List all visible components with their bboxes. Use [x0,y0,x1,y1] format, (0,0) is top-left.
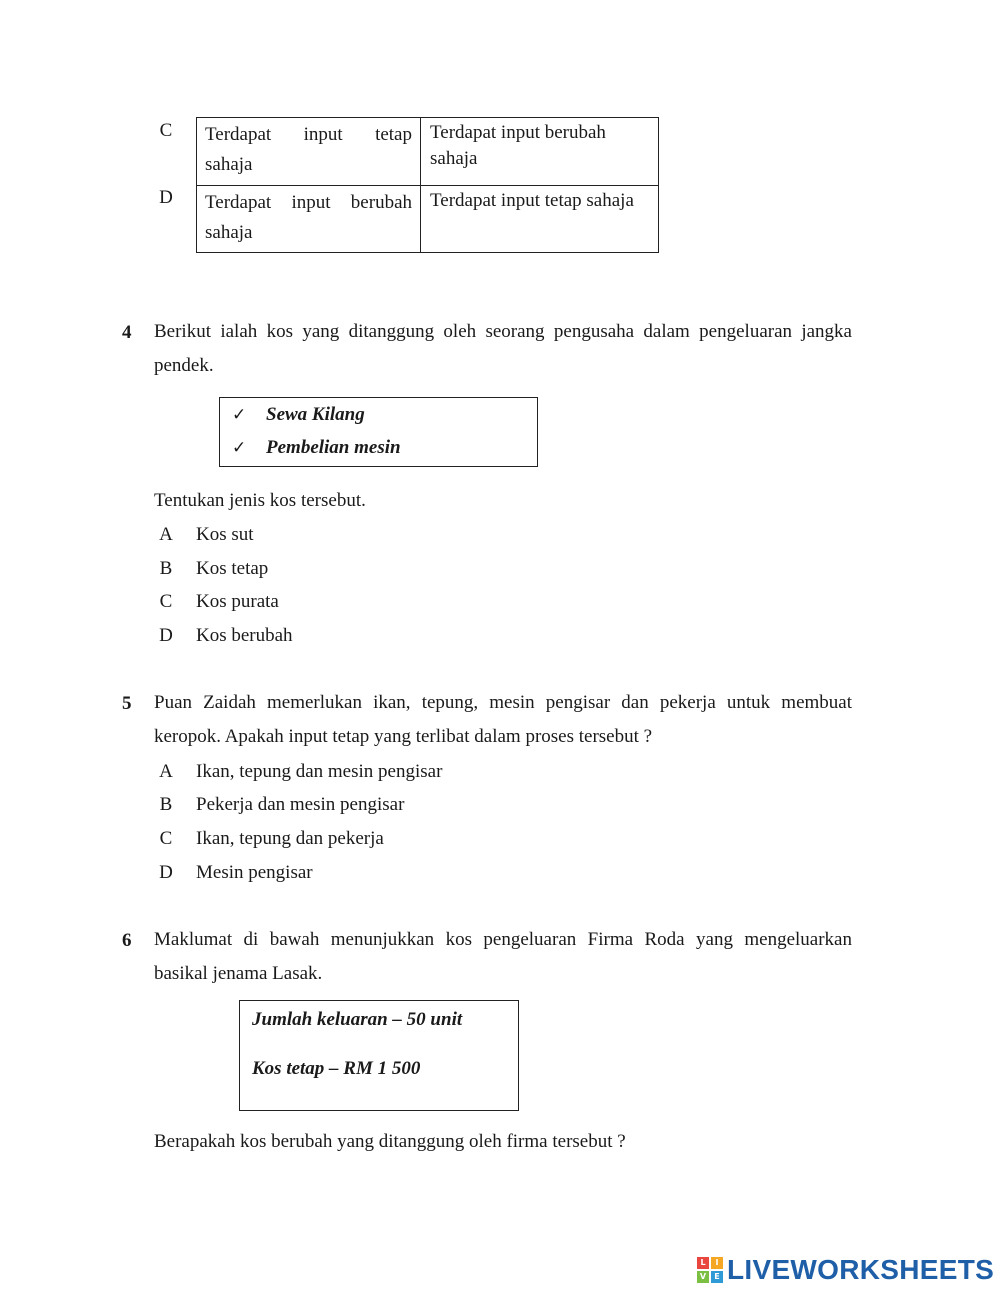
q6-prompt: Berapakah kos berubah yang ditanggung oleh firma tersebut ? [154,1131,626,1152]
q3-row-d-left-line2: sahaja [205,222,253,243]
q6-number: 6 [122,930,132,951]
logo-text: LIVEWORKSHEETS [727,1254,995,1285]
q4-option-a-text: Kos sut [196,524,254,545]
q6-text-line1: Maklumat di bawah menunjukkan kos pengeluaran Firma Roda yang mengeluarkan [154,929,852,950]
q4-option-d-letter: D [159,625,173,646]
q5-text-line2: keropok. Apakah input tetap yang terlibat dalam proses tersebut ? [154,726,653,747]
q6-box-line2: Kos tetap – RM 1 500 [252,1058,421,1079]
logo-cell-2: I [711,1257,723,1269]
q4-option-c-letter: C [159,591,173,612]
q4-question-text [154,315,852,383]
q5-question-text [154,686,852,754]
logo-icon [697,1257,723,1283]
logo-cell-3: V [697,1271,709,1283]
q5-option-b-letter: B [159,794,173,815]
q5-option-b-text: Pekerja dan mesin pengisar [196,794,405,815]
q6-box-line1: Jumlah keluaran – 50 unit [252,1009,463,1030]
q6-question-text [154,923,852,991]
q6-info-box [239,1000,519,1111]
q6-text-line2: basikal jenama Lasak. [154,963,323,984]
q3-row-c[interactable] [197,118,659,186]
check-icon: ✓ [232,438,247,458]
q4-text-line2: pendek. [154,355,214,376]
logo-cell-1: L [697,1257,709,1269]
q4-option-c-text: Kos purata [196,591,279,612]
q4-option-d-text: Kos berubah [196,625,293,646]
q4-option-b-letter: B [159,558,173,579]
q3-row-d[interactable] [197,186,659,253]
q3-row-d-left-line1: Terdapat input berubah [205,192,412,213]
q4-box-item-2-label: Pembelian mesin [266,437,401,458]
q5-option-c-text: Ikan, tepung dan pekerja [196,828,384,849]
q4-box-item-1-label: Sewa Kilang [266,404,365,425]
q3-row-c-left-line2: sahaja [205,154,253,175]
q5-number: 5 [122,693,132,714]
check-icon: ✓ [232,405,247,425]
q3-option-letter-c: C [159,120,173,141]
liveworksheets-logo[interactable] [697,1254,994,1286]
q4-number: 4 [122,322,132,343]
q5-option-d-text: Mesin pengisar [196,862,313,883]
q3-options-table [196,117,659,253]
q5-option-d-letter: D [159,862,173,883]
logo-cell-4: E [711,1271,723,1283]
q3-row-d-right: Terdapat input tetap sahaja [421,186,659,253]
q4-option-a-letter: A [159,524,173,545]
q3-row-c-left-line1: Terdapat input tetap [205,124,412,145]
q3-row-c-left [197,118,421,186]
q3-row-c-right: Terdapat input berubah sahaja [421,118,659,186]
q5-option-a-text: Ikan, tepung dan mesin pengisar [196,761,443,782]
q5-option-a-letter: A [159,761,173,782]
q4-prompt: Tentukan jenis kos tersebut. [154,490,366,511]
q3-row-d-left [197,186,421,253]
q4-text-line1: Berikut ialah kos yang ditanggung oleh seorang pengusaha dalam pengeluaran jangka [154,321,852,342]
q4-option-b-text: Kos tetap [196,558,269,579]
q3-option-letter-d: D [159,187,173,208]
q5-text-line1: Puan Zaidah memerlukan ikan, tepung, mesin pengisar dan pekerja untuk membuat [154,692,852,713]
q5-option-c-letter: C [159,828,173,849]
q4-cost-box [219,397,538,467]
